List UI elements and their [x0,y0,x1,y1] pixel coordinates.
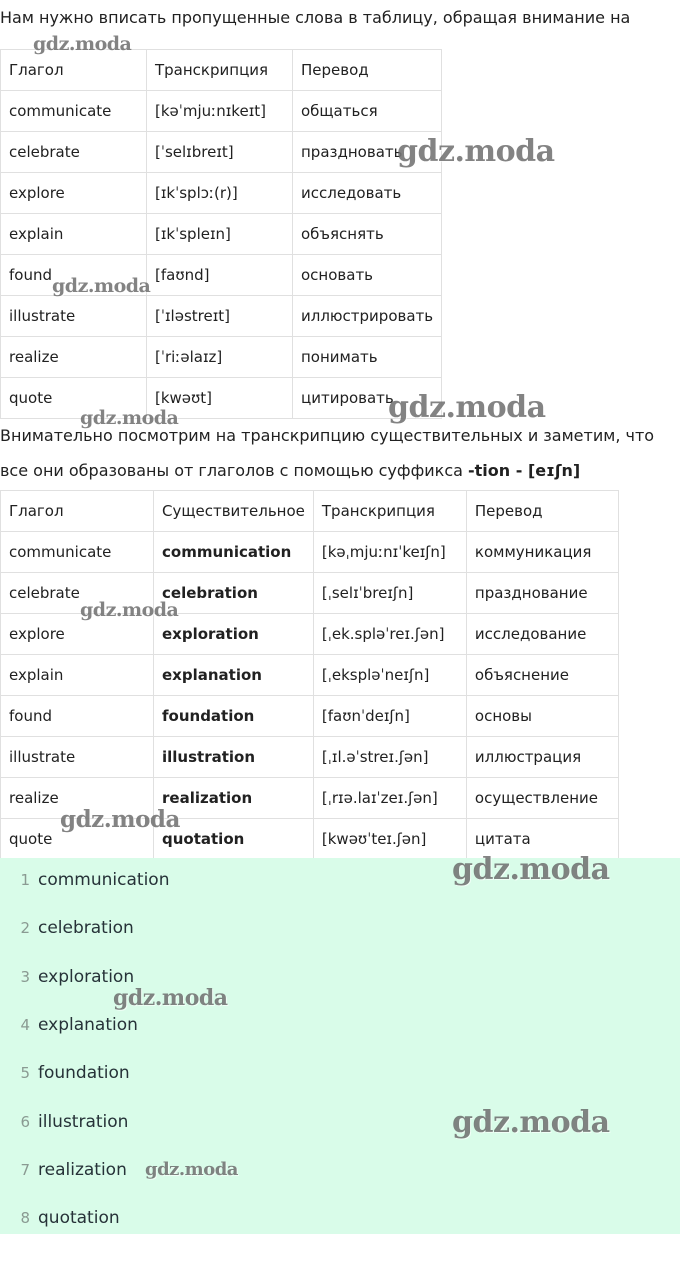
answer-text: realization [38,1159,127,1180]
answer-number: 5 [20,1064,30,1083]
table-cell: celebration [154,573,314,614]
table-cell: realization [154,778,314,819]
table-header-cell: Перевод [466,491,618,532]
table-cell: [kəˌmjuːnɪˈkeɪʃn] [313,532,466,573]
table-row [1,91,442,132]
answer-number: 7 [20,1160,30,1179]
answer-number: 8 [20,1209,30,1228]
table-cell: [ˈriːəlaɪz] [147,337,293,378]
table-cell: иллюстрировать [293,296,442,337]
table-cell: иллюстрация [466,737,618,778]
table-row [1,132,442,173]
table-row [1,696,619,737]
verbs-table [0,49,442,419]
table-header-row [1,491,619,532]
watermark: gdz.moda [452,852,610,887]
table-cell: [ˌekspləˈneɪʃn] [313,655,466,696]
table-cell: explain [1,655,154,696]
table-cell: quote [1,819,154,860]
watermark: gdz.moda [397,134,555,169]
table-header-cell: Транскрипция [147,50,293,91]
table-row [1,173,442,214]
table-cell: communicate [1,91,147,132]
explanation-text-prefix: все они образованы от глаголов с помощью суффикса [0,461,468,480]
table-cell: [ˌrɪə.laɪˈzeɪ.ʃən] [313,778,466,819]
table-cell: [kwəʊˈteɪ.ʃən] [313,819,466,860]
table-row [1,214,442,255]
table-cell: [ˈɪləstreɪt] [147,296,293,337]
table-cell: общаться [293,91,442,132]
table-cell: foundation [154,696,314,737]
nouns-table [0,490,619,860]
table-cell: exploration [154,614,314,655]
table-cell: communicate [1,532,154,573]
watermark: gdz.moda [145,1159,238,1180]
answer-item [0,1148,127,1196]
table-cell: [ˌɪl.əˈstreɪ.ʃən] [313,737,466,778]
answer-item [0,858,169,906]
table-cell: communication [154,532,314,573]
answer-number: 4 [20,1015,30,1034]
table-header-row [1,50,442,91]
answer-number: 3 [20,967,30,986]
watermark: gdz.moda [452,1105,610,1140]
table-header-cell: Транскрипция [313,491,466,532]
answer-item [0,1196,120,1244]
suffix-highlight: -tion - [eɪʃn] [468,461,581,480]
answer-item [0,1051,130,1099]
table-cell: found [1,696,154,737]
watermark: gdz.moda [80,407,179,429]
table-cell: исследовать [293,173,442,214]
table-cell: explanation [154,655,314,696]
watermark: gdz.moda [113,985,228,1011]
table-cell: [ˌek.spləˈreɪ.ʃən] [313,614,466,655]
table-row [1,737,619,778]
table-cell: объяснение [466,655,618,696]
table-cell: realize [1,778,154,819]
explanation-text-line-2 [0,455,580,487]
table-cell: [faʊnˈdeɪʃn] [313,696,466,737]
table-cell: празднование [466,573,618,614]
answer-text: foundation [38,1063,130,1084]
table-cell: realize [1,337,147,378]
table-cell: explore [1,173,147,214]
table-cell: [ɪkˈsplɔː(r)] [147,173,293,214]
answer-text: exploration [38,966,135,987]
table-cell: праздновать [293,132,442,173]
table-cell: коммуникация [466,532,618,573]
table-cell: осуществление [466,778,618,819]
table-header-cell: Глагол [1,491,154,532]
explanation-text-line-1: Внимательно посмотрим на транскрипцию существительных и заметим, что [0,426,655,445]
table-row [1,532,619,573]
intro-text: Нам нужно вписать пропущенные слова в таблицу, обращая внимание на [0,8,631,27]
table-cell: explain [1,214,147,255]
table-cell: объяснять [293,214,442,255]
watermark: gdz.moda [60,806,180,833]
table-cell: цитировать [293,378,442,419]
table-cell: основы [466,696,618,737]
table-cell: [ˌselɪˈbreɪʃn] [313,573,466,614]
answer-text: illustration [38,1111,129,1132]
table-cell: celebrate [1,573,154,614]
table-cell: [kəˈmjuːnɪkeɪt] [147,91,293,132]
table-header-cell: Глагол [1,50,147,91]
answer-text: communication [38,870,170,890]
watermark: gdz.moda [388,390,546,425]
answers-panel [0,858,680,1234]
table-cell: illustrate [1,296,147,337]
table-cell: исследование [466,614,618,655]
table-row [1,296,442,337]
table-header-cell: Перевод [293,50,442,91]
answer-text: explanation [38,1014,138,1035]
table-cell: [ɪkˈspleɪn] [147,214,293,255]
table-cell: illustration [154,737,314,778]
answer-number: 6 [20,1112,30,1131]
table-row [1,655,619,696]
answer-number: 1 [20,871,30,889]
table-cell: основать [293,255,442,296]
answer-text: quotation [38,1208,120,1229]
table-cell: [ˈselɪbreɪt] [147,132,293,173]
table-row [1,378,442,419]
table-cell: [faʊnd] [147,255,293,296]
answer-item [0,1100,128,1148]
table-cell: quote [1,378,147,419]
watermark: gdz.moda [33,33,132,55]
table-row [1,337,442,378]
answer-item [0,906,134,954]
table-cell: explore [1,614,154,655]
table-cell: celebrate [1,132,147,173]
watermark: gdz.moda [80,599,179,621]
table-cell: illustrate [1,737,154,778]
table-cell: понимать [293,337,442,378]
table-cell: quotation [154,819,314,860]
table-cell: [kwəʊt] [147,378,293,419]
table-header-cell: Существительное [154,491,314,532]
answer-text: celebration [38,918,134,939]
watermark: gdz.moda [52,275,151,297]
table-cell: found [1,255,147,296]
table-cell: цитата [466,819,618,860]
answer-number: 2 [20,919,30,938]
